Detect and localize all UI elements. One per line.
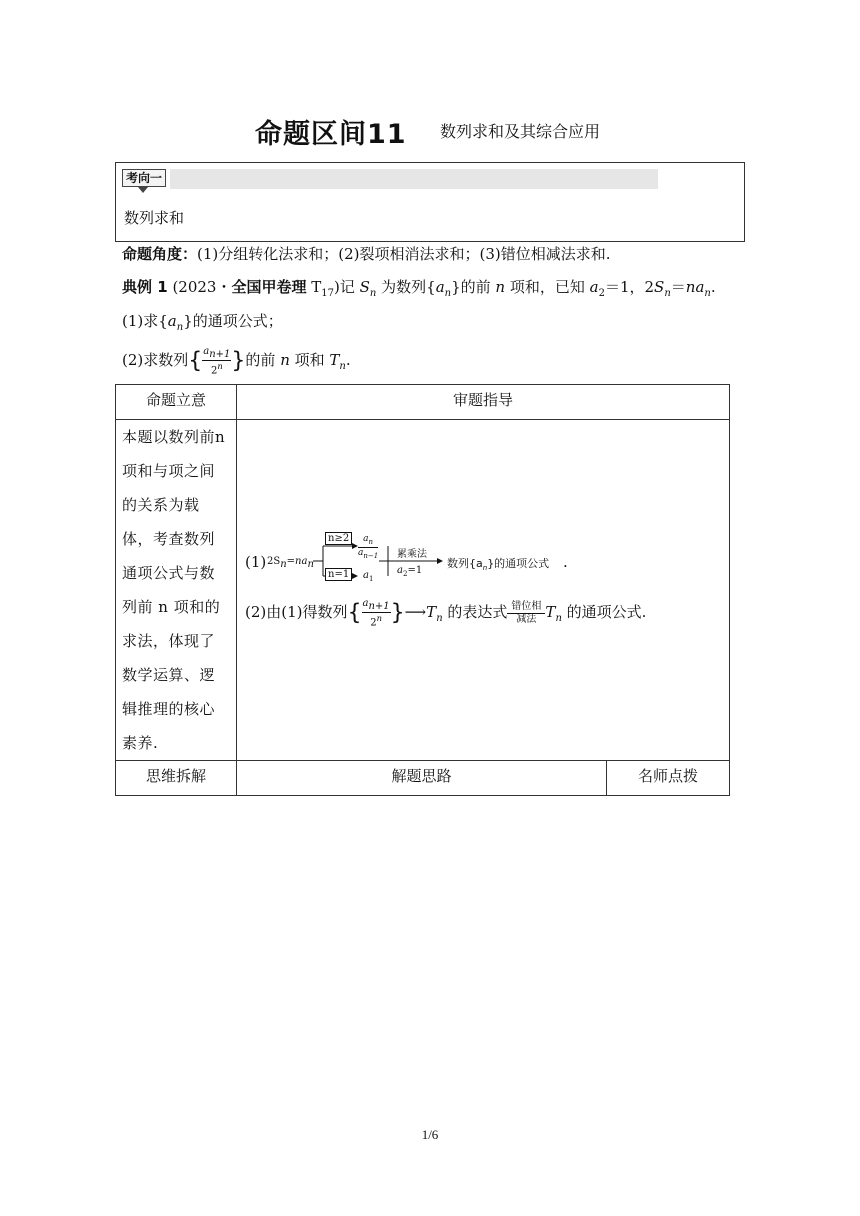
question-2 bbox=[122, 346, 351, 376]
flow2-text: (2)由(1)得数列 bbox=[245, 603, 348, 622]
example-text: ＝ bbox=[670, 278, 686, 296]
example-text: ＝1，2 bbox=[604, 278, 655, 296]
footer-col-1: 思维拆解 bbox=[116, 761, 237, 796]
fraction bbox=[362, 598, 391, 628]
analysis-table bbox=[115, 384, 730, 796]
tag-pointer-icon bbox=[138, 187, 148, 193]
math-sub: 2 bbox=[598, 288, 605, 299]
page-subtitle: 数列求和及其综合应用 bbox=[440, 122, 601, 141]
math-sub: n bbox=[339, 361, 346, 373]
math-var: T bbox=[545, 603, 556, 622]
q2-text: . bbox=[345, 351, 351, 370]
arrow-bottom-label: 减法 bbox=[516, 613, 537, 625]
math-var: a bbox=[435, 278, 445, 296]
example-text: 项和，已知 bbox=[505, 278, 590, 296]
right-brace-icon: } bbox=[390, 600, 405, 626]
eq-text: 2S bbox=[267, 556, 281, 567]
flow2-text: 的表达式 bbox=[442, 603, 508, 622]
table-header-row bbox=[116, 385, 730, 420]
branch-n-eq-1: n=1 bbox=[325, 568, 352, 581]
math-sub: n bbox=[555, 613, 562, 625]
question-1 bbox=[122, 310, 283, 333]
ratio-fraction bbox=[358, 534, 378, 561]
page-number: 1/6 bbox=[421, 1127, 439, 1142]
math-var: S bbox=[654, 278, 665, 296]
frac-num: a bbox=[363, 534, 369, 544]
topic-name: 数列求和 bbox=[124, 209, 185, 227]
frac-sub: n bbox=[368, 537, 374, 546]
example-text: 为数列{ bbox=[376, 278, 436, 296]
angle-label: 命题角度： bbox=[122, 245, 198, 263]
q2-text: 的前 bbox=[245, 351, 281, 370]
footer-col-3: 名师点拨 bbox=[607, 761, 730, 796]
footer-col-2: 解题思路 bbox=[237, 761, 607, 796]
fraction bbox=[202, 346, 231, 376]
a1-var: a bbox=[363, 570, 369, 581]
labeled-arrow bbox=[507, 601, 545, 626]
cond-var: a bbox=[397, 565, 403, 576]
result-sub: n bbox=[482, 564, 488, 573]
frac-den-sup: n bbox=[376, 613, 382, 623]
math-var: S bbox=[359, 278, 370, 296]
flow1-result bbox=[447, 555, 549, 572]
branch-n-ge-2: n≥2 bbox=[325, 532, 352, 545]
result-text: }的通项公式 bbox=[487, 557, 550, 570]
angle-line bbox=[122, 243, 611, 264]
topic-bar bbox=[170, 169, 658, 189]
frac-num: a bbox=[203, 346, 210, 357]
flow1-prefix: (1) bbox=[245, 553, 267, 571]
example-source-tail: T bbox=[306, 278, 322, 296]
math-var: T bbox=[426, 603, 437, 622]
a1-term bbox=[363, 570, 373, 583]
flow1-end: . bbox=[563, 553, 568, 571]
table-footer-row bbox=[116, 761, 730, 796]
math-var: T bbox=[329, 351, 340, 370]
math-sub: n bbox=[176, 322, 184, 333]
angle-text: (1)分组转化法求和；(2)裂项相消法求和；(3)错位相减法求和. bbox=[197, 245, 611, 263]
topic-tag: 考向一 bbox=[122, 169, 166, 187]
frac-den: 2 bbox=[370, 617, 377, 629]
arrow-icon: ⟶ bbox=[404, 603, 427, 622]
math-sub: n bbox=[664, 288, 671, 299]
frac-num: a bbox=[362, 598, 369, 609]
math-var: a bbox=[589, 278, 599, 296]
q2-text: (2)求数列 bbox=[122, 351, 189, 370]
header-purpose: 命题立意 bbox=[116, 385, 237, 420]
math-sub: n bbox=[436, 613, 443, 625]
eq-sub: n bbox=[280, 559, 287, 570]
flow-diagram-1 bbox=[245, 533, 725, 588]
example-source-open: (2023・ bbox=[172, 278, 232, 296]
flow2-text: 的通项公式. bbox=[561, 603, 647, 622]
eq-sub: n bbox=[307, 559, 314, 570]
frac-den-sup: n bbox=[217, 361, 223, 371]
left-brace-icon: { bbox=[188, 348, 203, 374]
table-body-row bbox=[116, 420, 730, 761]
frac-num-sub: n+1 bbox=[368, 601, 390, 612]
math-sub: n bbox=[369, 288, 377, 299]
example-line bbox=[122, 276, 716, 299]
example-text: )记 bbox=[334, 278, 360, 296]
result-text: 数列{a bbox=[447, 557, 483, 570]
flow1-equation bbox=[267, 556, 314, 570]
math-var: n bbox=[280, 351, 290, 370]
frac-sub: n−1 bbox=[363, 551, 379, 560]
q1-text: }的通项公式； bbox=[183, 312, 283, 330]
cond-tail: =1 bbox=[407, 565, 423, 576]
example-source: 全国甲卷理 bbox=[231, 278, 307, 296]
example-source-sub: 17 bbox=[321, 288, 335, 299]
left-brace-icon: { bbox=[347, 600, 362, 626]
math-var: a bbox=[167, 312, 177, 330]
frac-den: 2 bbox=[210, 365, 218, 377]
method-label: 累乘法 bbox=[397, 549, 427, 560]
a1-sub: 1 bbox=[368, 575, 374, 583]
arrow-top-label: 错位相 bbox=[507, 601, 545, 614]
topic-box bbox=[115, 162, 745, 242]
q2-text: 项和 bbox=[289, 351, 330, 370]
example-text: . bbox=[710, 278, 716, 296]
guide-cell bbox=[237, 420, 730, 761]
example-label: 典例 1 bbox=[122, 278, 168, 296]
right-brace-icon: } bbox=[231, 348, 246, 374]
eq-text: =na bbox=[286, 556, 308, 567]
cond-sub: 2 bbox=[402, 570, 408, 578]
cond-label bbox=[397, 565, 422, 578]
frac-den: a bbox=[358, 547, 364, 558]
example-text: }的前 bbox=[451, 278, 496, 296]
purpose-text: 本题以数列前n 项和与项之间的关系为载体，考查数列通项公式与数列前 n 项和的求法，体现了数学运算、逻辑推理的核心素养. bbox=[116, 420, 237, 761]
math-var: n bbox=[495, 278, 506, 296]
math-sub: n bbox=[444, 288, 452, 299]
q1-text: (1)求{ bbox=[122, 312, 168, 330]
header-guide: 审题指导 bbox=[237, 385, 730, 420]
math-var: na bbox=[685, 278, 705, 296]
page-title: 命题区间11 bbox=[255, 119, 407, 150]
math-sub: n bbox=[704, 288, 711, 299]
frac-num-sub: n+1 bbox=[209, 349, 231, 360]
flow-diagram-2 bbox=[245, 598, 646, 628]
